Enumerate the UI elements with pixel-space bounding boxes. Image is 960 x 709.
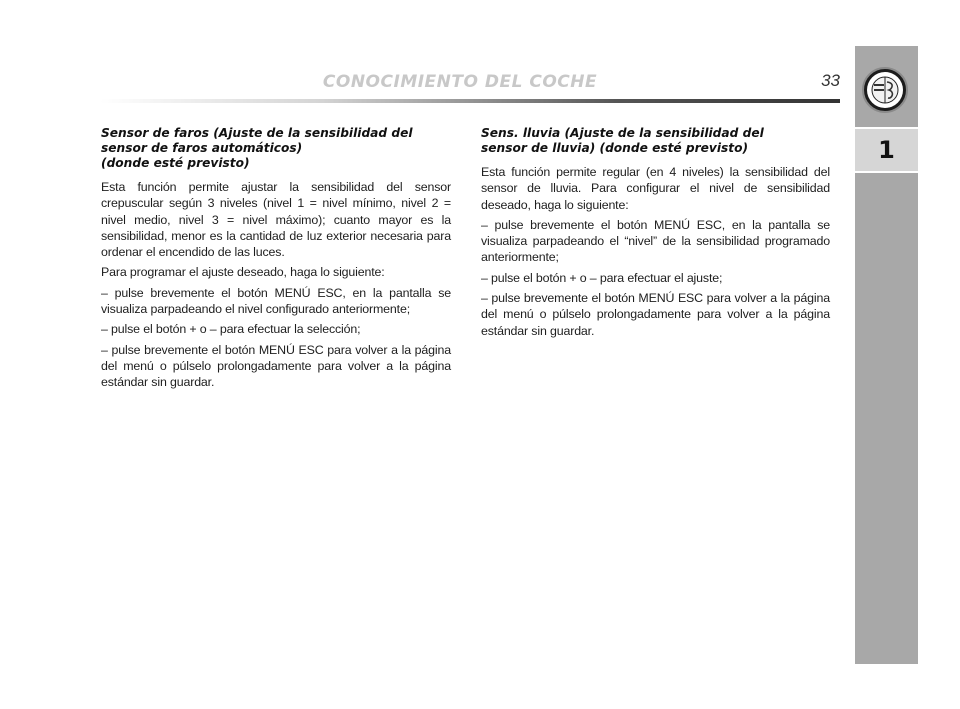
page-number: 33 — [821, 71, 840, 90]
list-item: – pulse brevemente el botón MENÚ ESC, en la pantalla se visualiza parpadeando el “nivel” de la sensibilidad programado anteriormente; — [481, 217, 830, 265]
paragraph: Esta función permite regular (en 4 niveles) la sensibilidad del sensor de lluvia. Para configurar el nivel de sensibilidad deseado, haga lo siguiente: — [481, 165, 830, 212]
header-rule — [100, 99, 840, 103]
list-item: – pulse el botón + o – para efectuar el ajuste; — [481, 270, 723, 285]
list-item: – pulse brevemente el botón MENÚ ESC para volver a la página del menú o púlselo prolongadamente para volver a la página estándar sin guardar. — [101, 342, 451, 390]
sensor-faros-section — [101, 126, 451, 395]
list-item: – pulse el botón + o – para efectuar la selección; — [101, 322, 361, 337]
list-item: – pulse brevemente el botón MENÚ ESC, en la pantalla se visualiza parpadeando el nivel configurado anteriormente; — [101, 285, 451, 317]
chapter-number: 1 — [855, 127, 918, 173]
title-line: Sens. lluvia (Ajuste de la sensibilidad del — [481, 126, 764, 140]
paragraph: Esta función permite ajustar la sensibilidad del sensor crepuscular según 3 niveles (nivel 1 = nivel mínimo, nivel 2 = nivel medio, nivel 3 = nivel máximo); cuanto mayor es la sensibilidad, menor es la cantidad de luz exterior necesaria para ordenar el encendido de las luces. — [101, 180, 451, 260]
title-line: Sensor de faros (Ajuste de la sensibilidad del — [101, 126, 413, 140]
header-title: CONOCIMIENTO DEL COCHE — [322, 72, 598, 92]
section-title — [101, 126, 451, 171]
title-line: sensor de lluvia) (donde esté previsto) — [481, 141, 749, 155]
paragraph: Para programar el ajuste deseado, haga lo siguiente: — [101, 265, 385, 280]
title-line: (donde esté previsto) — [101, 156, 250, 170]
section-title — [481, 126, 830, 156]
list-item: – pulse brevemente el botón MENÚ ESC para volver a la página del menú o púlselo prolongadamente para volver a la página estándar sin guardar. — [481, 291, 830, 338]
title-line: sensor de faros automáticos) — [101, 141, 303, 155]
alfa-romeo-logo-icon — [862, 67, 908, 113]
sens-lluvia-section — [481, 126, 830, 343]
